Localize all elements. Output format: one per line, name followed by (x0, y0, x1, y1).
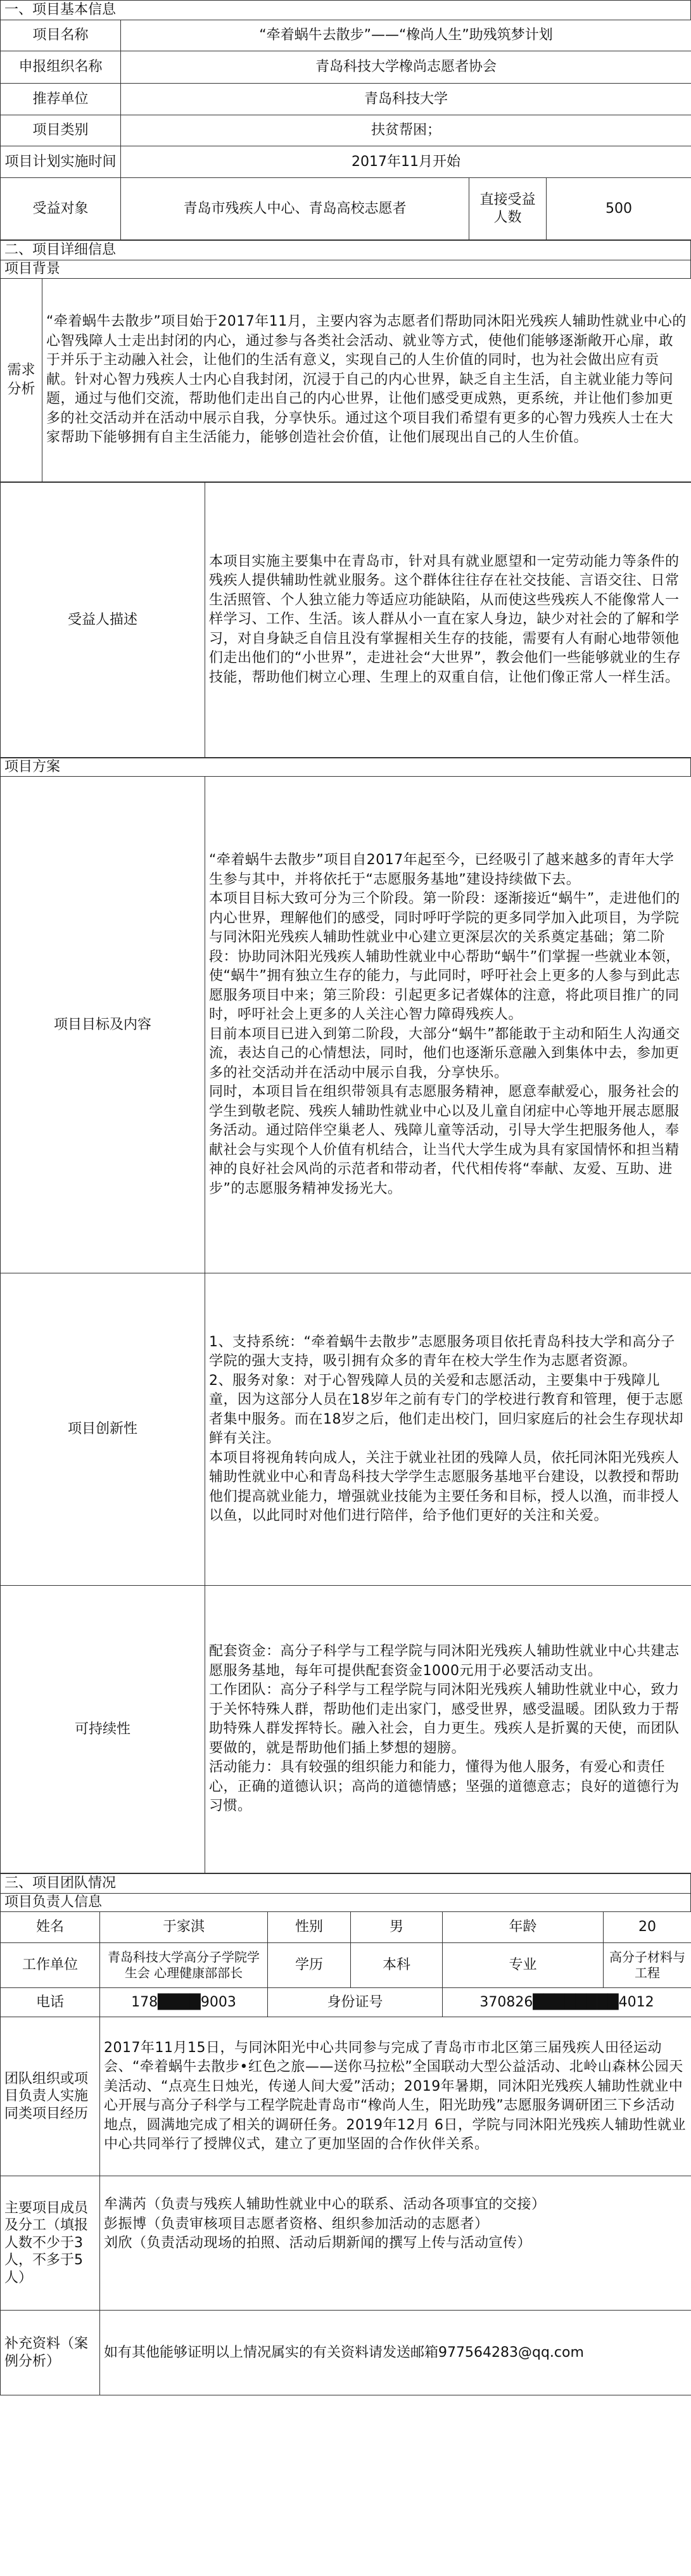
sustainability-paragraph: 活动能力：具有较强的组织能力和能力，懂得为他人服务，有爱心和责任心，正确的道德认识；高尚的道德情感；坚强的道德意志；良好的道德行为习惯。 (209, 1759, 680, 1814)
sustainability-label: 可持续性 (1, 1586, 205, 1873)
org-name-value: 青岛科技大学橡尚志愿者协会 (121, 51, 691, 84)
goal-paragraph: 目前本项目已进入到第二阶段，大部分“蜗牛”都能敢于主动和陌生人沟通交流，表达自己的心情想法，同时，他们也逐渐乐意融入到集体中去，参加更多的社交活动并在活动中展示自我，分享快乐。 (209, 1026, 680, 1081)
innovation-content (205, 1273, 691, 1586)
work-unit-value: 青岛科技大学高分子学院学生会 心理健康部部长 (100, 1943, 268, 1988)
member-line: 刘欣（负责活动现场的拍照、活动后期新闻的撰写上传与活动宣传） (104, 2235, 532, 2251)
section-team-title: 三、项目团队情况 (0, 1873, 691, 1893)
innovation-paragraph: 1、支持系统：“牵着蜗牛去散步”志愿服务项目依托青岛科技大学和高分子学院的强大支持，吸引拥有众多的青年在校大学生作为志愿者资源。 (209, 1334, 675, 1369)
recipient-table (0, 482, 691, 758)
project-type-label: 项目类别 (1, 115, 121, 146)
age-value: 20 (604, 1912, 691, 1943)
member-line: 牟满芮（负责与残疾人辅助性就业中心的联系、活动各项事宜的交接） (104, 2197, 546, 2212)
supplement-label: 补充资料（案例分析） (1, 2311, 100, 2395)
leader-info-title: 项目负责人信息 (0, 1893, 691, 1911)
basic-info-table (0, 20, 691, 240)
phone-value: 178████9003 (100, 1988, 268, 2017)
gender-label: 性别 (268, 1912, 351, 1943)
name-value: 于家淇 (100, 1912, 268, 1943)
goal-content (205, 777, 691, 1273)
phone-label: 电话 (1, 1988, 100, 2017)
goal-paragraph: “牵着蜗牛去散步”项目自2017年起至今，已经吸引了越来越多的青年大学生参与其中，并将依托于“志愿服务基地”建设持续做下去。 (209, 852, 675, 888)
name-label: 姓名 (1, 1912, 100, 1943)
innovation-paragraph: 2、服务对象：对于心智残障人员的关爱和志愿活动，主要集中于残障儿童，因为这部分人员在18岁年之前有专门的学校进行教育和管理，便于志愿者集中服务。而在18岁之后，他们走出校门，回归家庭后的社会生存现状却鲜有关注。 (209, 1372, 683, 1446)
recommend-unit-value: 青岛科技大学 (121, 84, 691, 115)
work-unit-label: 工作单位 (1, 1943, 100, 1988)
experience-text: 2017年11月15日，与同沐阳光中心共同参与完成了青岛市市北区第三届残疾人田径运动会、“牵着蜗牛去散步•红色之旅——送你马拉松”全国联动大型公益活动、北岭山森林公园天美活动、“点亮生日烛光，传递人间大爱”活动；2019年暑期，同沐阳光残疾人辅助性就业中心开展与高分子科学与工程学院赴青岛市“橡尚人生，阳光助残”志愿服务调研团三下乡活动地点，圆满地完成了相关的调研任务。2019年12月 6日，学院与同沐阳光残疾人辅助性就业中心共同举行了授牌仪式，建立了更加坚固的合作伙伴关系。 (100, 2017, 691, 2176)
innovation-label: 项目创新性 (1, 1273, 205, 1586)
plan-table (0, 776, 691, 1873)
education-value: 本科 (351, 1943, 443, 1988)
project-time-label: 项目计划实施时间 (1, 146, 121, 178)
supplement-text: 如有其他能够证明以上情况属实的有关资料请发送邮箱977564283@qq.com (100, 2311, 691, 2395)
need-analysis-label: 需求分析 (1, 279, 42, 482)
leader-table (0, 1911, 691, 2395)
recipient-text: 本项目实施主要集中在青岛市，针对具有就业愿望和一定劳动能力等条件的残疾人提供辅助性就业服务。这个群体往往存在社交技能、言语交往、日常生活照管、个人独立能力等适应功能缺陷，从而使这些残疾人不能像常人一样学习、工作、生活。该人群从小一直在家人身边，缺少对社会的了解和学习，对自身缺乏自信且没有掌握相关生存的技能，需要有人有耐心地带领他们走出他们的“小世界”，走进社会“大世界”，教会他们一些能够就业的生存技能，帮助他们树立心理、生理上的双重自信，让他们像正常人一样生活。 (205, 483, 691, 758)
section-detail-title: 二、项目详细信息 (0, 240, 691, 260)
project-background-title: 项目背景 (0, 260, 691, 278)
major-value: 高分子材料与工程 (604, 1943, 691, 1988)
project-type-value: 扶贫帮困； (121, 115, 691, 146)
sustainability-paragraph: 配套资金：高分子科学与工程学院与同沐阳光残疾人辅助性就业中心共建志愿服务基地，每年可提供配套资金1000元用于必要活动支出。 (209, 1643, 680, 1679)
age-label: 年龄 (443, 1912, 604, 1943)
section-basic-info-title: 一、项目基本信息 (0, 0, 691, 20)
goal-paragraph: 本项目目标大致可分为三个阶段。第一阶段：逐渐接近“蜗牛”，走进他们的内心世界，理解他们的感受，同时呼吁学院的更多同学加入此项目，为学院与同沐阳光残疾人辅助性就业中心建立更深层次的关系奠定基础；第二阶段：协助同沐阳光残疾人辅助性就业中心帮助“蜗牛”们掌握一些就业本领，使“蜗牛”拥有独立生存的能力，与此同时，呼吁社会上更多的人参与到此志愿服务项目中来；第三阶段：引起更多记者媒体的注意，将此项目推广的同时，呼吁社会上更多的人关注心智力障碍残疾人。 (209, 891, 680, 1023)
gender-value: 男 (351, 1912, 443, 1943)
direct-beneficiary-value: 500 (547, 178, 691, 240)
member-line: 彭振博（负责审核项目志愿者资格、组织参加活动的志愿者） (104, 2216, 489, 2232)
id-number-label: 身份证号 (268, 1988, 443, 2017)
goal-paragraph: 同时，本项目旨在组织带领具有志愿服务精神，愿意奉献爱心，服务社会的学生到敬老院、残疾人辅助性就业中心以及儿童自闭症中心等地开展志愿服务活动。通过陪伴空巢老人、残障儿童等活动，引导大学生把服务他人，奉献社会与实现个人价值有机结合，让当代大学生成为具有家国情怀和担当精神的良好社会风尚的示范者和带动者，代代相传将“奉献、友爱、互助、进步”的志愿服务精神发扬光大。 (209, 1084, 680, 1197)
education-label: 学历 (268, 1943, 351, 1988)
beneficiary-value: 青岛市残疾人中心、青岛高校志愿者 (121, 178, 469, 240)
members-content (100, 2176, 691, 2311)
project-time-value: 2017年11月开始 (121, 146, 691, 178)
innovation-paragraph: 本项目将视角转向成人，关注于就业社团的残障人员，依托同沐阳光残疾人辅助性就业中心和青岛科技大学学生志愿服务基地平台建设，以教授和帮助他们提高就业能力，增强就业技能为主要任务和目标，授人以渔，而非授人以鱼，以此同时对他们进行陪伴，给予他们更好的关注和关爱。 (209, 1450, 680, 1524)
sustainability-paragraph: 工作团队：高分子科学与工程学院与同沐阳光残疾人辅助性就业中心，致力于关怀特殊人群，帮助他们走出家门，感受世界，感受温暖。团队致力于帮助特殊人群发挥特长。融入社会，自力更生。残疾人是折翼的天使，而团队要做的，就是帮助他们插上梦想的翅膀。 (209, 1682, 680, 1756)
beneficiary-label: 受益对象 (1, 178, 121, 240)
need-analysis-text: “牵着蜗牛去散步”项目始于2017年11月，主要内容为志愿者们帮助同沐阳光残疾人辅助性就业中心的心智残障人士走出封闭的内心，通过参与各类社会活动、就业等方式，使他们能够逐渐敞开心扉，敢于并乐于主动融入社会，让他们的生活有意义，实现自己的人生价值的同时，也为社会做出应有贡献。针对心智力残疾人士内心自我封闭，沉浸于自己的内心世界，缺乏自主生活，自主就业能力等问题，通过与他们交流，帮助他们走出自己的内心世界，让他们感受更成熟，更系统，并让他们参加更多的社交活动并在活动中展示自我，分享快乐。通过这个项目我们希望有更多的心智力残疾人士在大家帮助下能够拥有自主生活能力，能够创造社会价值，让他们展现出自己的人生价值。 (42, 279, 691, 482)
project-name-value: “牵着蜗牛去散步”——“橡尚人生”助残筑梦计划 (121, 20, 691, 51)
experience-label: 团队组织或项目负责人实施同类项目经历 (1, 2017, 100, 2176)
recommend-unit-label: 推荐单位 (1, 84, 121, 115)
project-plan-title: 项目方案 (0, 758, 691, 776)
id-number-value: 370826████████4012 (443, 1988, 691, 2017)
background-table (0, 278, 691, 482)
direct-beneficiary-label: 直接受益人数 (469, 178, 547, 240)
sustainability-content (205, 1586, 691, 1873)
major-label: 专业 (443, 1943, 604, 1988)
project-name-label: 项目名称 (1, 20, 121, 51)
recipient-label: 受益人描述 (1, 483, 205, 758)
members-label: 主要项目成员及分工（填报人数不少于3人，不多于5人） (1, 2176, 100, 2311)
org-name-label: 申报组织名称 (1, 51, 121, 84)
goal-label: 项目目标及内容 (1, 777, 205, 1273)
